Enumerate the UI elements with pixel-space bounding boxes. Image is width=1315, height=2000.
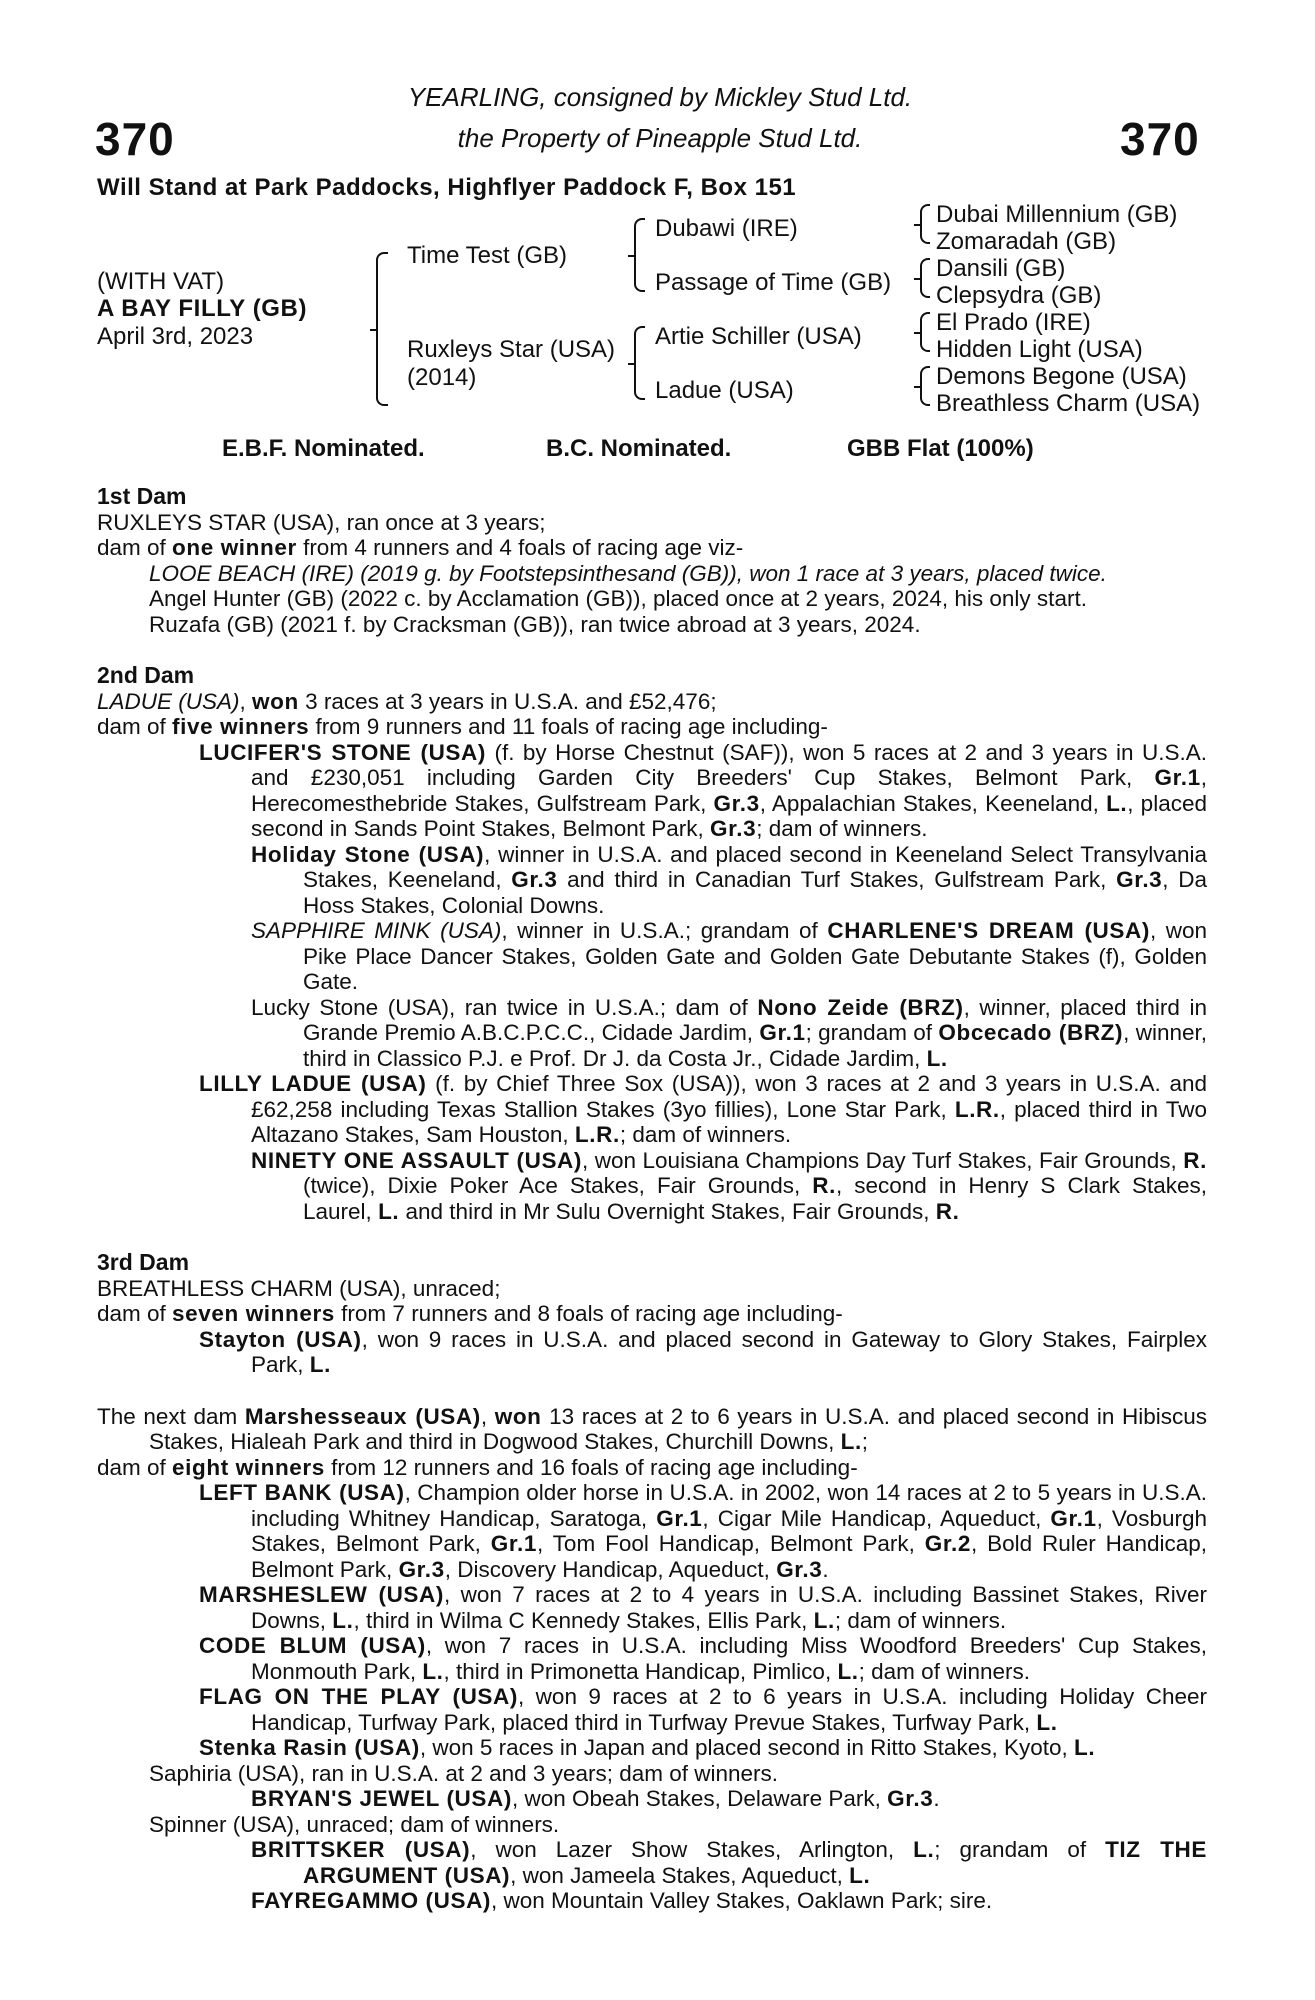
entry-stayton: Stayton (USA), won 9 races in U.S.A. and placed second in Gateway to Glory Stakes, Fairplex Park, L.: [199, 1326, 1207, 1377]
third-dam-produce-summary: dam of seven winners from 7 runners and 8 foals of racing age including-: [97, 1301, 843, 1326]
pedigree-dds: Demons Begone (USA): [936, 363, 1187, 390]
pedigree-brace-3a: [920, 204, 930, 244]
pedigree-ddd: Breathless Charm (USA): [936, 390, 1201, 417]
stand-location: Will Stand at Park Paddocks, Highflyer Paddock F, Box 151: [97, 174, 797, 201]
entry-lucky-stone: Lucky Stone (USA), ran twice in U.S.A.; dam of Nono Zeide (BRZ), winner, placed third in Grande Premio A.B.C.P.C.C., Cidade Jardim, Gr.1; grandam of Obcecado (BRZ), winner, third in Classico P.J. e Prof. Dr J. da Costa Jr., Cidade Jardim, L.: [251, 994, 1208, 1071]
entry-holiday-stone: Holiday Stone (USA), winner in U.S.A. and placed second in Keeneland Select Transylvania Stakes, Keeneland, Gr.3 and third in Canadian Turf Stakes, Gulfstream Park, Gr.3, Da Hoss Stakes, Colonial Downs.: [251, 841, 1207, 918]
entry-ninety-one-assault: NINETY ONE ASSAULT (USA), won Louisiana Champions Day Turf Stakes, Fair Grounds, R. (twice), Dixie Poker Ace Stakes, Fair Grounds, R., second in Henry S Clark Stakes, Laurel, L. and third in Mr Sulu Overnight Stakes, Fair Grounds, R.: [251, 1147, 1207, 1224]
entry-sapphire-mink: SAPPHIRE MINK (USA), winner in U.S.A.; grandam of CHARLENE'S DREAM (USA), won Pike Place Dancer Stakes, Golden Gate and Golden Gate Debutante Stakes (f), Golden Gate.: [251, 918, 1207, 994]
entry-saphiria: Saphiria (USA), ran in U.S.A. at 2 and 3 years; dam of winners.: [149, 1760, 779, 1786]
entry-fayregammo: FAYREGAMMO (USA), won Mountain Valley Stakes, Oaklawn Park; sire.: [251, 1888, 993, 1913]
pedigree-sd: Passage of Time (GB): [655, 269, 892, 296]
produce-angel-hunter: Angel Hunter (GB) (2022 c. by Acclamation (GB)), placed once at 2 years, 2024, his only start.: [149, 586, 1087, 611]
lot-number-left: 370: [95, 113, 175, 165]
lot-number-right: 370: [1120, 113, 1200, 165]
second-dam-produce-summary: dam of five winners from 9 runners and 11 foals of racing age including-: [97, 714, 828, 739]
pedigree-dam: Ruxleys Star (USA): [407, 336, 616, 363]
entry-lilly-ladue: LILLY LADUE (USA) (f. by Chief Three Sox (USA)), won 3 races at 2 and 3 years in U.S.A. and £62,258 including Texas Stallion Stakes (3yo fillies), Lone Star Park, L.R., placed third in Two Altazano Stakes, Sam Houston, L.R.; dam of winners.: [199, 1071, 1207, 1147]
pedigree-sire: Time Test (GB): [407, 242, 568, 269]
entry-lucifers-stone: LUCIFER'S STONE (USA) (f. by Horse Chestnut (SAF)), won 5 races at 2 and 3 years in U.S.A. and £230,051 including Garden City Breeders' Cup Stakes, Belmont Park, Gr.1, Herecomesthebride Stakes, Gulfstream Park, Gr.3, Appalachian Stakes, Keeneland, L., placed second in Sands Point Stakes, Belmont Park, Gr.3; dam of winners.: [199, 739, 1208, 841]
next-dam-line: The next dam Marshesseaux (USA), won 13 races at 2 to 6 years in U.S.A. and placed second in Hibiscus Stakes, Hialeah Park and third in Dogwood Stakes, Churchill Downs, L.;: [97, 1403, 1207, 1454]
entry-spinner: Spinner (USA), unraced; dam of winners.: [149, 1811, 560, 1837]
pedigree-dss: El Prado (IRE): [936, 309, 1091, 336]
next-dam-produce-summary: dam of eight winners from 12 runners and 16 foals of racing age including-: [97, 1454, 858, 1480]
pedigree-brace-2a: [634, 218, 645, 292]
pedigree-brace-2b: [634, 326, 645, 400]
second-dam-heading: 2nd Dam: [97, 662, 195, 688]
pedigree-ds: Artie Schiller (USA): [655, 323, 862, 350]
entry-flag-on-the-play: FLAG ON THE PLAY (USA), won 9 races at 2 to 6 years in U.S.A. including Holiday Cheer Handicap, Turfway Park, placed third in Turfway Prevue Stakes, Turfway Park, L.: [199, 1684, 1208, 1735]
pedigree-ss: Dubawi (IRE): [655, 215, 798, 242]
pedigree-brace-1: [376, 252, 388, 406]
catalogue-body: [97, 484, 1207, 1914]
header-consignor: YEARLING, consigned by Mickley Stud Ltd.: [407, 82, 913, 112]
entry-stenka-rasin: Stenka Rasin (USA), won 5 races in Japan and placed second in Ritto Stakes, Kyoto, L.: [199, 1735, 1096, 1760]
pedigree-sss: Dubai Millennium (GB): [936, 201, 1178, 228]
first-dam-heading: 1st Dam: [97, 483, 187, 509]
pedigree-sdd: Clepsydra (GB): [936, 282, 1102, 309]
pedigree-dd: Ladue (USA): [655, 377, 794, 404]
bc-nomination: B.C. Nominated.: [546, 435, 732, 462]
pedigree-dam-year: (2014): [407, 364, 477, 391]
third-dam-heading: 3rd Dam: [97, 1249, 190, 1275]
first-dam-produce-summary: dam of one winner from 4 runners and 4 foals of racing age viz-: [97, 535, 744, 560]
pedigree-brace-3d: [920, 366, 930, 406]
pedigree-ssd: Zomaradah (GB): [936, 228, 1117, 255]
second-dam-line: LADUE (USA), won 3 races at 3 years in U.S.A. and £52,476;: [97, 688, 717, 714]
entry-code-blum: CODE BLUM (USA), won 7 races in U.S.A. including Miss Woodford Breeders' Cup Stakes, Monmouth Park, L., third in Primonetta Handicap, Pimlico, L.; dam of winners.: [199, 1633, 1208, 1684]
first-dam-line: RUXLEYS STAR (USA), ran once at 3 years;: [97, 509, 546, 535]
pedigree-dsd: Hidden Light (USA): [936, 336, 1143, 363]
horse-name: A BAY FILLY (GB): [97, 295, 308, 322]
produce-looe-beach: LOOE BEACH (IRE) (2019 g. by Footstepsinthesand (GB)), won 1 race at 3 years, placed twice.: [149, 560, 1107, 586]
pedigree-sds: Dansili (GB): [936, 255, 1066, 282]
gbb-nomination: GBB Flat (100%): [847, 435, 1034, 462]
pedigree-brace-3c: [920, 312, 930, 352]
entry-left-bank: LEFT BANK (USA), Champion older horse in U.S.A. in 2002, won 14 races at 2 to 5 years in U.S.A. including Whitney Handicap, Saratoga, Gr.1, Cigar Mile Handicap, Aqueduct, Gr.1, Vosburgh Stakes, Belmont Park, Gr.1, Tom Fool Handicap, Belmont Park, Gr.2, Bold Ruler Handicap, Belmont Park, Gr.3, Discovery Handicap, Aqueduct, Gr.3.: [199, 1480, 1207, 1582]
pedigree-brace-3b: [920, 258, 930, 298]
header-property: the Property of Pineapple Stud Ltd.: [457, 123, 863, 153]
third-dam-line: BREATHLESS CHARM (USA), unraced;: [97, 1275, 501, 1301]
produce-ruzafa: Ruzafa (GB) (2021 f. by Cracksman (GB)), ran twice abroad at 3 years, 2024.: [149, 611, 921, 637]
vat-note: (WITH VAT): [97, 268, 225, 295]
entry-marsheslew: MARSHESLEW (USA), won 7 races at 2 to 4 years in U.S.A. including Bassinet Stakes, River Downs, L., third in Wilma C Kennedy Stakes, Ellis Park, L.; dam of winners.: [199, 1582, 1207, 1633]
entry-bryans-jewel: BRYAN'S JEWEL (USA), won Obeah Stakes, Delaware Park, Gr.3.: [251, 1786, 940, 1811]
horse-dob: April 3rd, 2023: [97, 323, 254, 350]
entry-brittsker: BRITTSKER (USA), won Lazer Show Stakes, Arlington, L.; grandam of TIZ THE ARGUMENT (USA), won Jameela Stakes, Aqueduct, L.: [251, 1837, 1208, 1888]
ebf-nomination: E.B.F. Nominated.: [222, 435, 425, 462]
